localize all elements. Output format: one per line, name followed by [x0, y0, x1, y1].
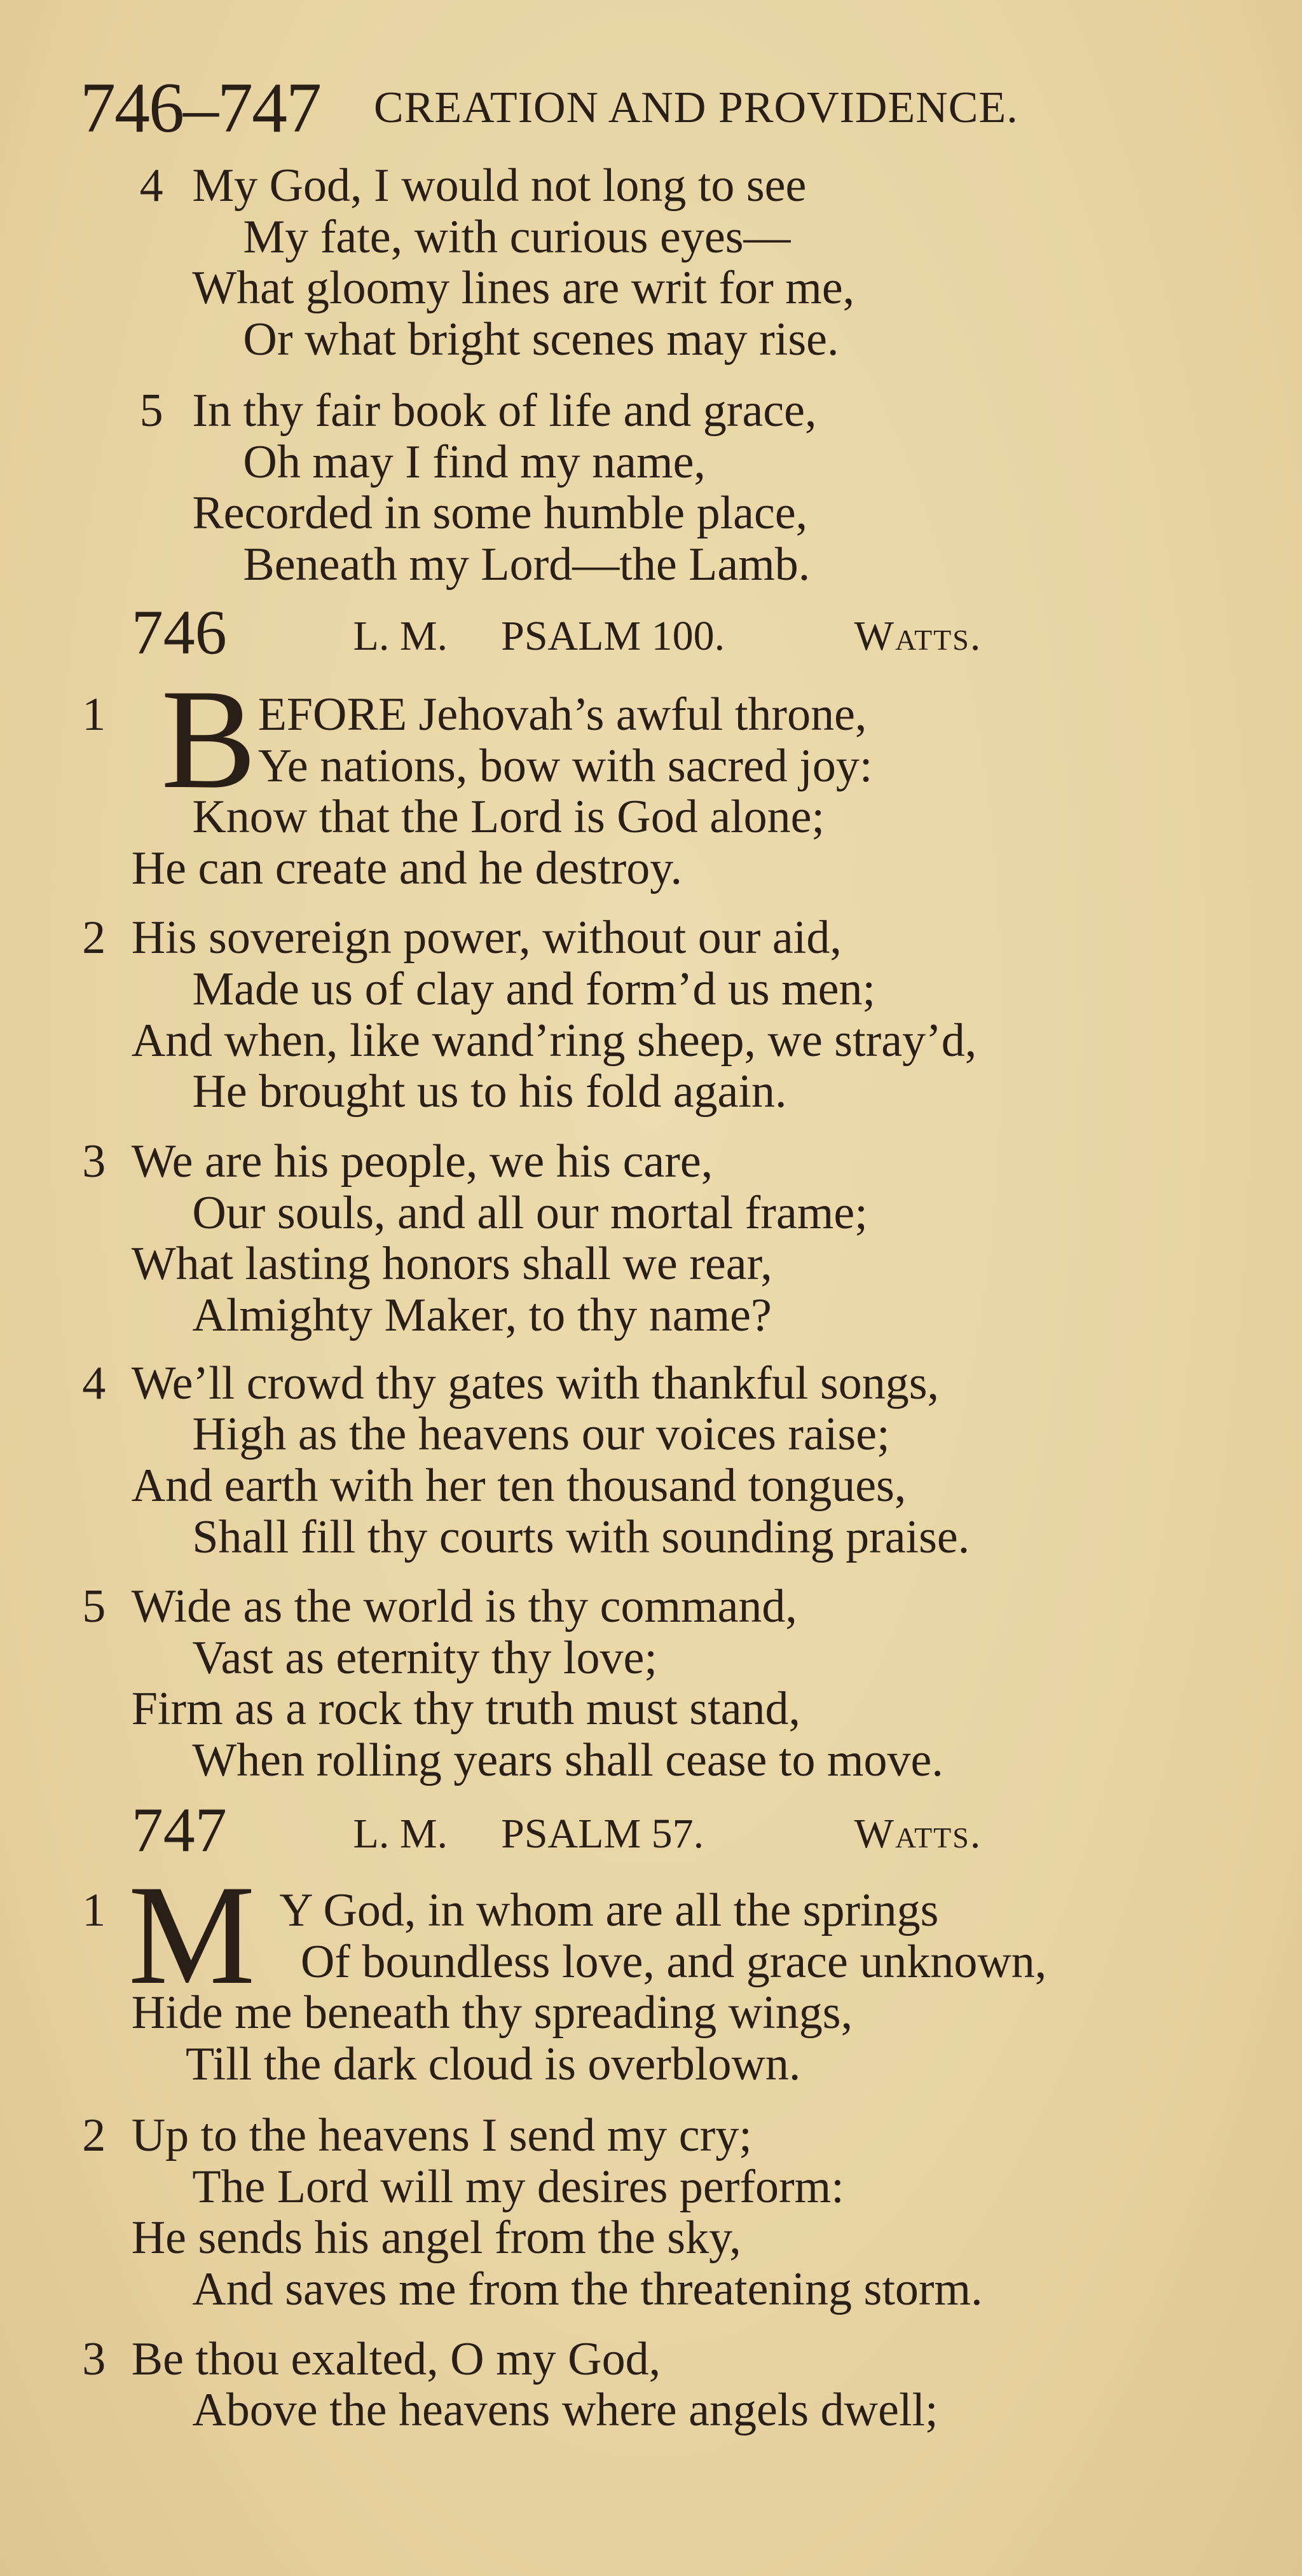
stanza-number: 3	[82, 2333, 106, 2385]
stanza-number: 5	[82, 1580, 106, 1633]
hymn-psalm: PSALM 100.	[501, 612, 725, 659]
verse-line: Ye nations, bow with sacred joy:	[257, 739, 873, 792]
stanza-number: 2	[82, 912, 106, 964]
hymn-meter: L. M.	[353, 1810, 448, 1857]
verse-line: Wide as the world is thy command,	[131, 1580, 797, 1633]
verse-line: What gloomy lines are writ for me,	[192, 262, 855, 315]
verse-line: Our souls, and all our mortal frame;	[192, 1186, 868, 1239]
stanza-number: 1	[82, 1884, 106, 1937]
verse-line: And when, like wand’ring sheep, we stray’d,	[131, 1014, 977, 1067]
verse-line: My fate, with curious eyes—	[243, 210, 791, 263]
page-numbers: 746–747	[80, 69, 320, 147]
hymn-author: Watts.	[854, 1810, 982, 1857]
verse-line: Of boundless love, and grace unknown,	[300, 1935, 1047, 1988]
verse-line: Firm as a rock thy truth must stand,	[131, 1683, 801, 1736]
verse-line: High as the heavens our voices raise;	[192, 1408, 890, 1461]
verse-line: In thy fair book of life and grace,	[192, 385, 817, 437]
verse-line: Or what bright scenes may rise.	[243, 313, 839, 366]
verse-line: He brought us to his fold again.	[192, 1065, 787, 1118]
verse-line: Above the heavens where angels dwell;	[192, 2384, 938, 2437]
hymn-psalm: PSALM 57.	[501, 1810, 704, 1857]
verse-line: He sends his angel from the sky,	[131, 2212, 741, 2264]
hymn-author: Watts.	[854, 612, 982, 659]
verse-line: Up to the heavens I send my cry;	[131, 2109, 752, 2162]
verse-line: The Lord will my desires perform:	[192, 2160, 844, 2213]
hymn-number: 747	[131, 1794, 227, 1865]
verse-line: Made us of clay and form’d us men;	[192, 963, 876, 1016]
stanza-number: 3	[82, 1135, 106, 1188]
verse-line: Know that the Lord is God alone;	[192, 791, 825, 844]
verse-line: We’ll crowd thy gates with thankful songs,	[131, 1357, 940, 1409]
stanza-number: 1	[82, 689, 106, 741]
drop-cap: B	[161, 659, 257, 819]
verse-line: Hide me beneath thy spreading wings,	[131, 1987, 853, 2039]
stanza-number: 5	[139, 385, 163, 437]
verse-line: Oh may I find my name,	[243, 435, 706, 488]
verse-line: We are his people, we his care,	[131, 1135, 713, 1188]
verse-line: And saves me from the threatening storm.	[192, 2263, 983, 2316]
verse-line: When rolling years shall cease to move.	[192, 1734, 943, 1786]
hymn-number: 746	[131, 596, 227, 668]
verse-line: And earth with her ten thousand tongues,	[131, 1459, 907, 1512]
stanza-number: 4	[139, 159, 163, 212]
drop-cap: M	[128, 1855, 256, 2015]
verse-line: His sovereign power, without our aid,	[131, 912, 842, 964]
verse-line: Y God, in whom are all the springs	[279, 1884, 939, 1937]
verse-line: Till the dark cloud is overblown.	[185, 2038, 801, 2091]
stanza-number: 2	[82, 2109, 106, 2162]
verse-line: My God, I would not long to see	[192, 159, 807, 212]
verse-line: Be thou exalted, O my God,	[131, 2333, 661, 2385]
verse-line: Almighty Maker, to thy name?	[192, 1289, 772, 1341]
verse-line: What lasting honors shall we rear,	[131, 1238, 772, 1291]
hymn-meter: L. M.	[353, 612, 448, 659]
verse-line: Recorded in some humble place,	[192, 487, 808, 540]
running-title: CREATION AND PROVIDENCE.	[374, 83, 1018, 132]
verse-line: Beneath my Lord—the Lamb.	[243, 538, 811, 591]
verse-line: Vast as eternity thy love;	[192, 1631, 657, 1684]
stanza-number: 4	[82, 1357, 106, 1409]
verse-line: EFORE Jehovah’s awful throne,	[257, 689, 867, 741]
verse-line: He can create and he destroy.	[131, 842, 683, 894]
verse-line: Shall fill thy courts with sounding praise.	[192, 1511, 970, 1563]
